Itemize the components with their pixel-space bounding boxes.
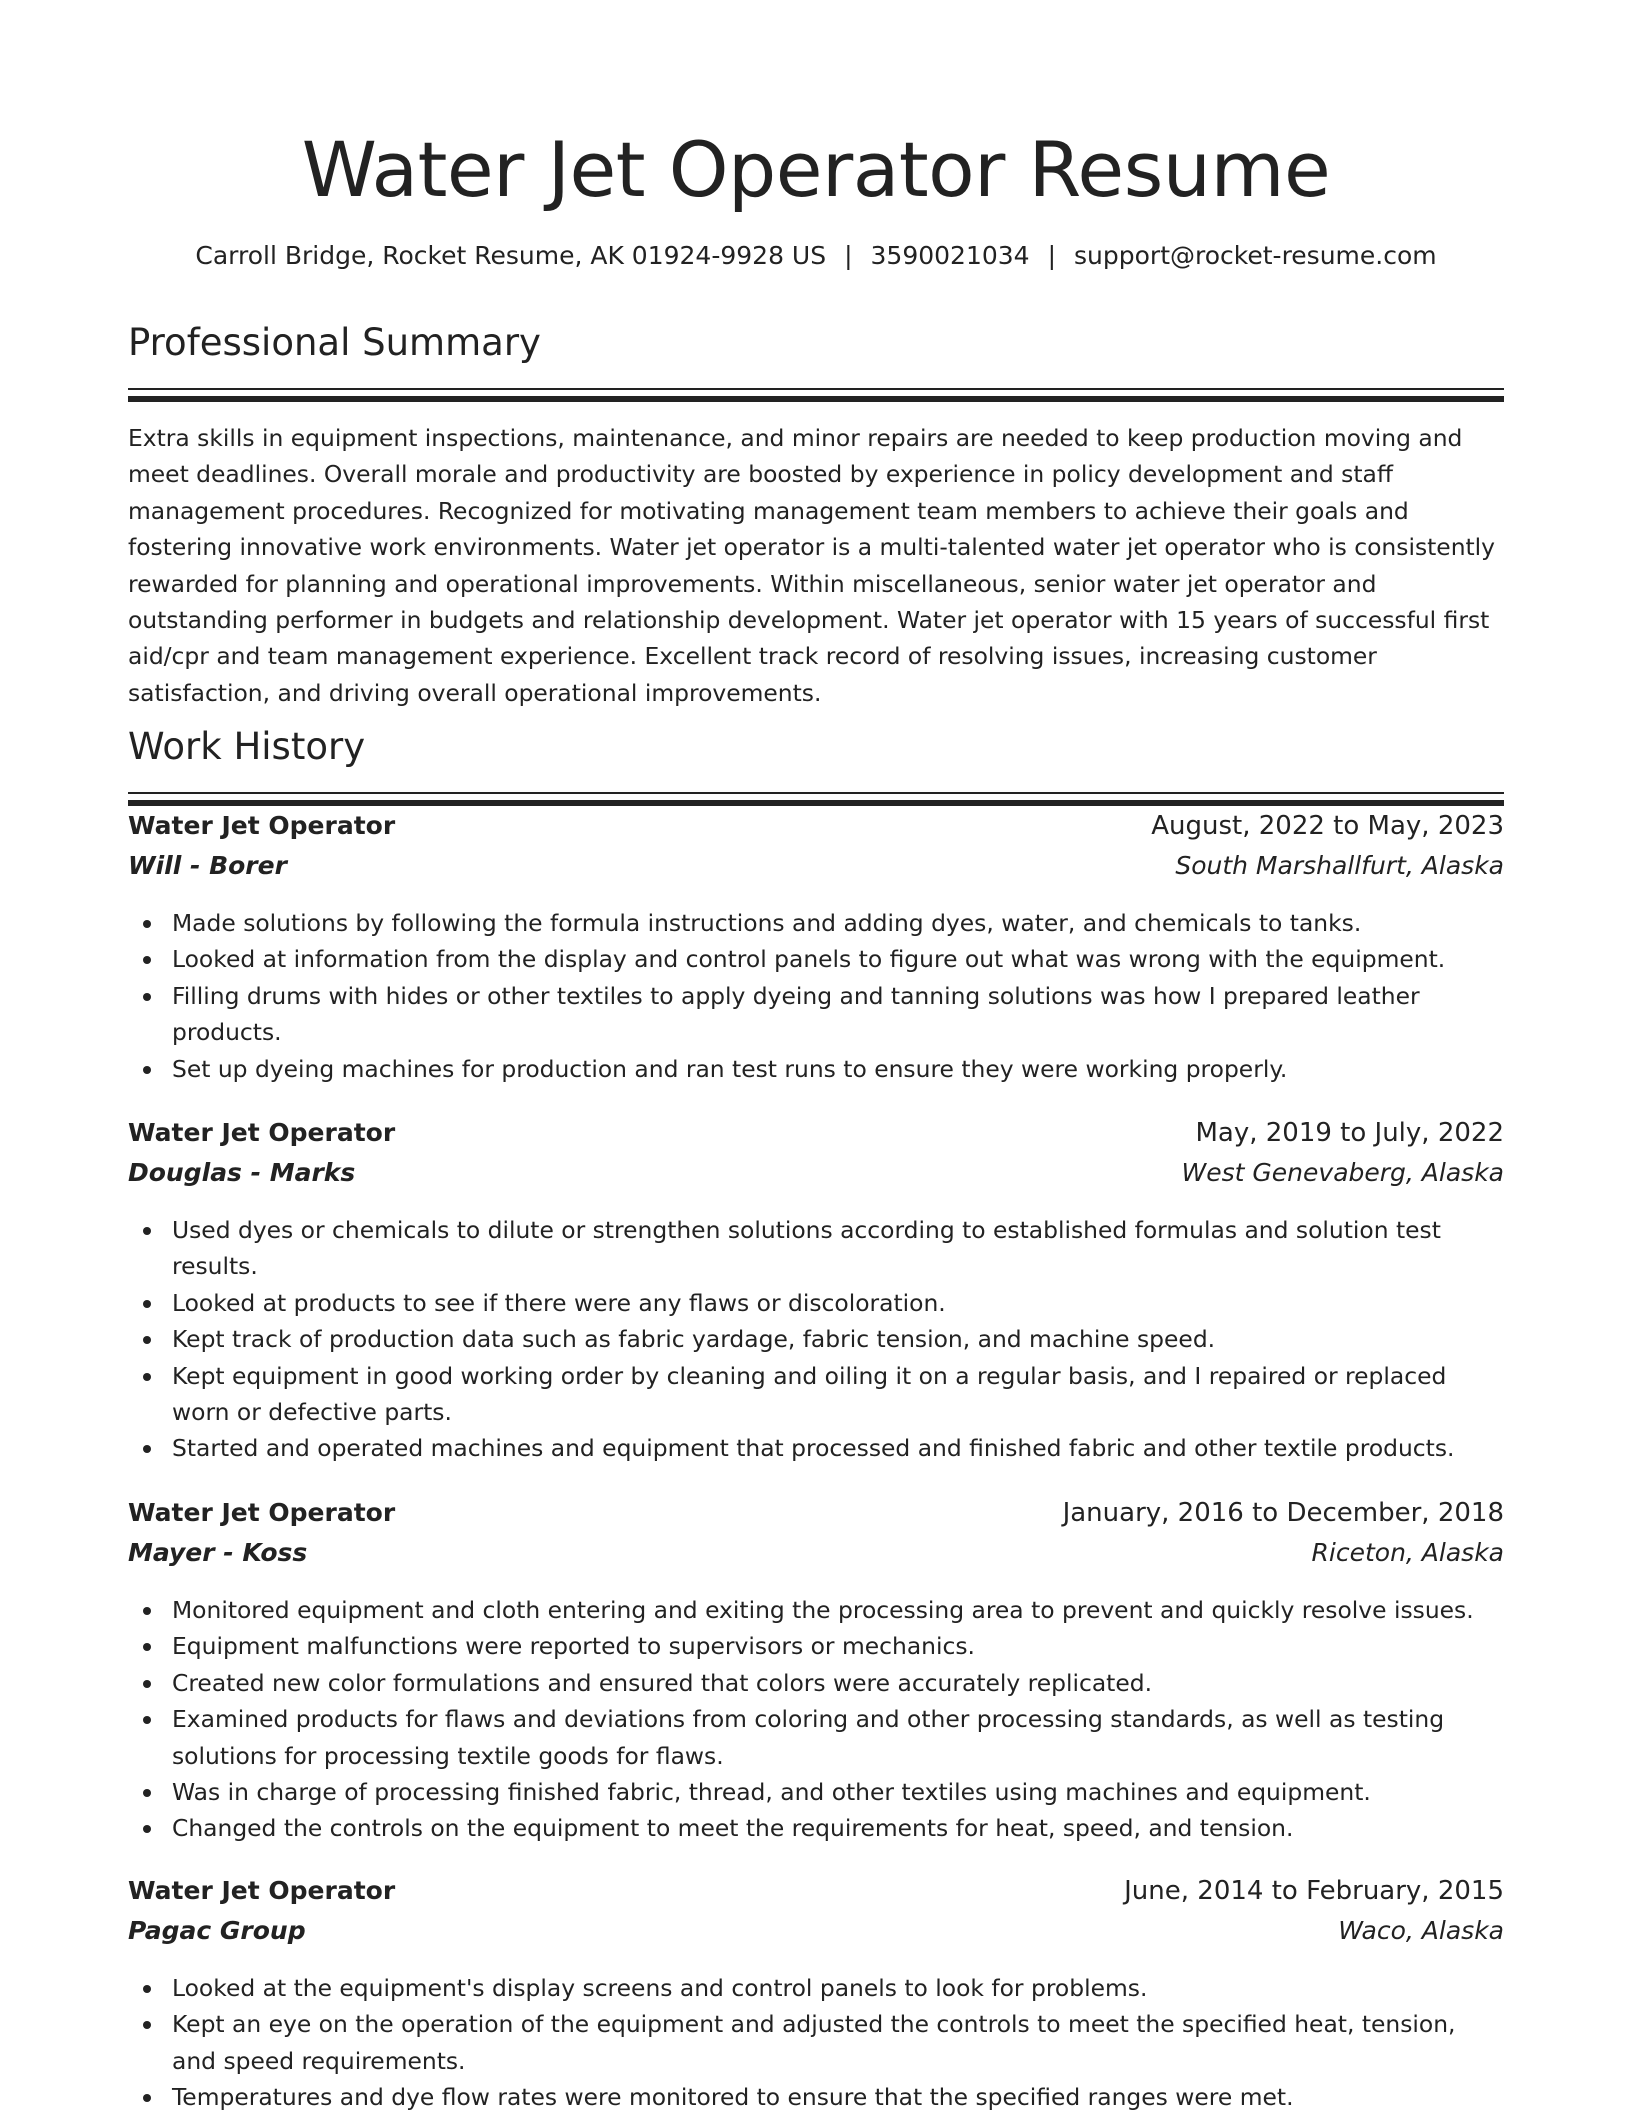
contact-phone: 3590021034 (870, 241, 1030, 270)
job-dates: June, 2014 to February, 2015 (1124, 1876, 1504, 1906)
page-title: Water Jet Operator Resume (301, 125, 1331, 214)
job-location: Waco, Alaska (1338, 1916, 1504, 1945)
section-divider (128, 792, 1504, 794)
job-company: Pagac Group (128, 1916, 306, 1945)
work-history-heading: Work History (128, 725, 366, 768)
job-duty: Filling drums with hides or other textiles to apply dyeing and tanning solutions was how I prepared leather products. (128, 978, 1504, 1051)
job-duties-list (128, 1212, 1504, 1467)
section-divider (128, 396, 1504, 402)
job-title: Water Jet Operator (128, 1498, 396, 1527)
job-duties-list (128, 905, 1504, 1087)
section-divider (128, 388, 1504, 390)
job-duty: Created new color formulations and ensured that colors were accurately replicated. (128, 1665, 1504, 1701)
contact-email: support@rocket-resume.com (1074, 241, 1437, 270)
contact-line (128, 238, 1504, 274)
job-duty: Changed the controls on the equipment to meet the requirements for heat, speed, and tension. (128, 1810, 1504, 1846)
job-entry (128, 1876, 1504, 2116)
job-company: Douglas - Marks (128, 1158, 356, 1187)
contact-separator: | (844, 241, 853, 270)
job-duty: Kept an eye on the operation of the equipment and adjusted the controls to meet the specified heat, tension, and speed requirements. (128, 2006, 1504, 2079)
job-duty: Made solutions by following the formula instructions and adding dyes, water, and chemicals to tanks. (128, 905, 1504, 941)
job-entry (128, 1498, 1504, 1847)
job-location: West Genevaberg, Alaska (1181, 1158, 1504, 1187)
work-history-section (128, 722, 1504, 806)
job-duty: Looked at products to see if there were any flaws or discoloration. (128, 1285, 1504, 1321)
summary-heading: Professional Summary (128, 321, 541, 364)
job-title: Water Jet Operator (128, 1118, 396, 1147)
summary-text: Extra skills in equipment inspections, maintenance, and minor repairs are needed to keep production moving and meet deadlines. Overall morale and productivity are boosted by experience in policy development and staff management procedures. Recognized for motivating management team members to achieve their goals and fostering innovative work environments. Water jet operator is a multi-talented water jet operator who is consistently rewarded for planning and operational improvements. Within miscellaneous, senior water jet operator and outstanding performer in budgets and relationship development. Water jet operator with 15 years of successful first aid/cpr and team management experience. Excellent track record of resolving issues, increasing customer satisfaction, and driving overall operational improvements. (128, 424, 1496, 707)
job-duty: Kept track of production data such as fabric yardage, fabric tension, and machine speed. (128, 1321, 1504, 1357)
job-dates: May, 2019 to July, 2022 (1195, 1118, 1504, 1148)
job-dates: January, 2016 to December, 2018 (1062, 1498, 1504, 1528)
job-entry (128, 1118, 1504, 1467)
job-duties-list (128, 1970, 1504, 2116)
job-duty: Set up dyeing machines for production and ran test runs to ensure they were working properly. (128, 1051, 1504, 1087)
job-duty: Temperatures and dye flow rates were monitored to ensure that the specified ranges were met. (128, 2079, 1504, 2115)
job-duty: Monitored equipment and cloth entering and exiting the processing area to prevent and quickly resolve issues. (128, 1592, 1504, 1628)
job-company: Mayer - Koss (128, 1538, 308, 1567)
job-duties-list (128, 1592, 1504, 1847)
job-entry (128, 811, 1504, 1087)
job-duty: Was in charge of processing finished fabric, thread, and other textiles using machines and equipment. (128, 1774, 1504, 1810)
section-divider (128, 800, 1504, 806)
job-duty: Started and operated machines and equipment that processed and finished fabric and other textile products. (128, 1430, 1504, 1466)
job-title: Water Jet Operator (128, 1876, 396, 1905)
job-title: Water Jet Operator (128, 811, 396, 840)
job-duty: Equipment malfunctions were reported to supervisors or mechanics. (128, 1628, 1504, 1664)
job-company: Will - Borer (128, 851, 287, 880)
job-duty: Kept equipment in good working order by cleaning and oiling it on a regular basis, and I repaired or replaced worn or defective parts. (128, 1358, 1504, 1431)
job-location: Riceton, Alaska (1311, 1538, 1504, 1567)
job-location: South Marshallfurt, Alaska (1175, 851, 1504, 880)
contact-separator: | (1047, 241, 1057, 270)
summary-section (128, 318, 1504, 711)
job-duty: Looked at the equipment's display screens and control panels to look for problems. (128, 1970, 1504, 2006)
job-duty: Looked at information from the display and control panels to figure out what was wrong with the equipment. (128, 941, 1504, 977)
contact-address: Carroll Bridge, Rocket Resume, AK 01924-9928 US (195, 241, 827, 270)
job-duty: Used dyes or chemicals to dilute or strengthen solutions according to established formulas and solution test results. (128, 1212, 1504, 1285)
job-duty: Examined products for flaws and deviations from coloring and other processing standards, as well as testing solutions for processing textile goods for flaws. (128, 1701, 1504, 1774)
job-dates: August, 2022 to May, 2023 (1151, 811, 1504, 841)
